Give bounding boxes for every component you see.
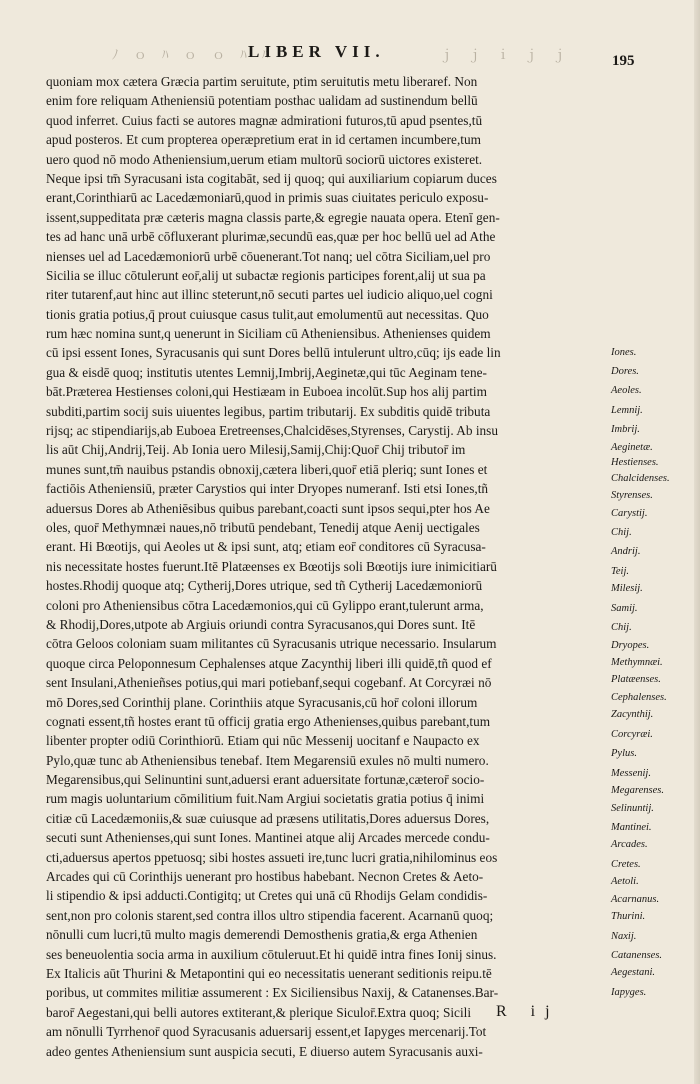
text-line: Megarensibus,qui Selinuntini sunt,aduersi erant aduersitate fortunæ,cæteror̄ socio- <box>46 772 485 788</box>
text-line: Neque ipsi tm̄ Syracusani ista cogitabāt, sed ij quoq; qui auxiliarium copiarum duces <box>46 170 497 186</box>
marginal-note: Messenij. <box>611 767 651 779</box>
text-line: oles, quor̄ Methymnæi naues,nō tributū pendebant, Tenedij atque Aenij uectigales <box>46 519 480 535</box>
marginal-note: Arcades. <box>611 839 648 851</box>
text-line: gua & eisdē quoq; institutis utentes Lemnij,Imbrij,Aeginetæ,qui tūc Aeginam tene- <box>46 364 487 380</box>
marginal-note: Acarnanus. <box>611 893 660 905</box>
text-line: rijsq; ac stipendiarijs,ab Euboea Eretreenses,Chalcidēses,Styrenses, Carystij. Ab insu <box>46 423 498 439</box>
marginal-note: Aegestani. <box>611 967 656 979</box>
marginal-note: Iones. <box>611 346 637 358</box>
marginal-note: Iapyges. <box>611 986 647 998</box>
text-line: Ex Italicis aūt Thurini & Metapontini qui eo necessitatis uenerant seditionis reipu.tē <box>46 965 492 981</box>
text-line: aduersus Dores ab Atheniēsibus quibus parebant,coacti sunt ipsos sequi,pter hos Ae <box>46 500 490 516</box>
text-line: sent Insulani,Athenieñses potius,qui mari potiebanf,sequi cogebanf. At Corcyræi nō <box>46 675 492 691</box>
text-line: libenter propter odiū Corinthiorū. Etiam qui nūc Messenij uocitanf e Naupacto ex <box>46 733 480 749</box>
text-line: quoniam mox cætera Græcia partim seruitute, ptim seruitutis metu liberaref. Non <box>46 74 478 89</box>
marginal-note: Mantinei. <box>611 821 652 833</box>
text-line: Pylo,quæ tunc ab Atheniensibus tenebaf. Item Megarensiū exules nō multi numero. <box>46 752 489 768</box>
marginal-note: Selinuntij. <box>611 802 654 814</box>
marginal-note: Naxij. <box>611 930 637 942</box>
text-line: enim fore reliquam Atheniensiū potentiam posthac ualidam ad sustinendum bellū <box>46 93 478 109</box>
text-line: cōtra Geloos coloniam suam militantes cū Syracusanis utrique necessario. Insularum <box>46 636 497 652</box>
text-line: rum magis uoluntarium cōmilitium fuit.Nam Argiui societatis gratia potius q̄ inimi <box>46 791 485 807</box>
marginal-note: Zacynthij. <box>611 709 654 721</box>
marginal-note: Andrij. <box>611 546 641 558</box>
running-head: LIBER VII. <box>248 42 385 61</box>
marginal-note: Platæenses. <box>611 674 661 686</box>
page-edge-shadow <box>694 0 700 1084</box>
text-line: erant. Hi Bœotijs, qui Aeoles ut & ipsi sunt, atq; etiam eor̄ conditores cū Syracusa- <box>46 539 486 555</box>
marginal-note: Chij. <box>611 527 632 539</box>
text-line: tionis gratia potius,q̄ prout cuiusque casus tulit,aut emolumentū aut necessitas. Quo <box>46 306 489 322</box>
text-line: bāt.Præterea Hestienses coloni,qui Hestiæam in Euboea incolūt.Sup hos alij partim <box>46 384 487 400</box>
text-line: Sicilia se illuc cōtulerunt eor̄,alij ut subactæ regionis participes forent,alij ut sua pa <box>46 267 486 283</box>
text-line: am nōnulli Tyrrhenor̄ quod Syracusanis aduersarij essent,et Iapyges mercenarij.Tot <box>46 1024 487 1040</box>
text-line: quoque circa Peloponnesum Cephalenses atque Zacynthij liberi illi quidē,tñ quod ef <box>46 655 492 671</box>
text-line: munes sunt,tm̄ nauibus pstandis obnoxij,cætera liberi,quor̄ etiā pleriq; sunt Iones et <box>46 461 488 477</box>
text-line: cognati essent,tñ hostes erant tū officij gratia ergo Athenienses,quibus parebant,tum <box>46 713 491 729</box>
text-line: nōnulli cum lucri,tū multo magis demerendi Demosthenis gratia,& erga Athenien <box>46 927 478 943</box>
text-line: nienses uel ad Lacedæmoniorū urbē cōuenerant.Tot nanq; uel cōtra Siciliam,uel pro <box>46 248 491 264</box>
page-number: 195 <box>612 53 635 69</box>
main-text-block <box>46 72 606 1061</box>
text-line: subditi,partim socij suis uiuentes legibus, partim tributarij. Ex subditis quidē tributa <box>46 403 491 419</box>
text-line: uero quod nō modo Atheniensium,uerum etiam multorū sociorū uictores existeret. <box>46 151 483 167</box>
marginal-note: Samij. <box>611 602 638 614</box>
text-line: hostes.Rhodij quoque atq; Cytherij,Dores utrique, sed tñ Cytherij Lacedæmoniorū <box>46 578 483 594</box>
text-line: Arcades qui cū Corinthijs uenerant pro hostibus habebant. Necnon Cretes & Aeto- <box>46 869 484 885</box>
marginal-note: Aeoles. <box>611 385 642 397</box>
marginal-note: Chalcidenses. <box>611 472 670 484</box>
marginal-note: Carystij. <box>611 507 648 519</box>
marginal-note: Teij. <box>611 565 629 577</box>
text-line: cti,aduersus apertos ppetuosq; sibi hostes assueti ire,tunc lucri gratia,nihilominus eos <box>46 849 498 865</box>
marginal-note: Methymnæi. <box>611 657 663 668</box>
text-line: riter tutarenf,aut hinc aut illinc steterunt,nō secuti partes uel iudicio aliquo,uel cogni <box>46 287 493 303</box>
marginal-note: Pylus. <box>611 748 637 760</box>
marginal-note: Cephalenses. <box>611 691 667 703</box>
marginal-note: Imbrij. <box>611 424 640 436</box>
text-line: baror̄ Aegestani,qui belli autores extiterant,& plerique Siculor̄.Extra quoq; Sicili <box>46 1004 472 1020</box>
marginal-note: Dryopes. <box>611 639 650 651</box>
text-line: quod inferret. Cuius facti se autores magnæ admirationi futuros,tū apud psentes,tū <box>46 112 483 128</box>
text-line: tes ad hanc unā urbē cōfluxerant plurimæ,secundū eas,quæ per hoc bellū uel ad Athe <box>46 229 496 245</box>
text-line: apud posteros. Et cum propterea operæpretium erat in id certamen incumbere,tum <box>46 132 481 148</box>
text-line: citiæ cū Lacedæmoniis,& suæ cuiusque ad præsens utilitatis,Dores aduersus Dores, <box>46 810 490 826</box>
header-ornament-left: ﾉ ｏ ﾊ ｏ ｏ ﾊ ﾊ <box>112 47 275 62</box>
text-line: & Rhodij,Dores,utpote ab Argiuis oriundi contra Syracusanos,qui Dores sunt. Itē <box>46 616 476 632</box>
marginal-note: Corcyræi. <box>611 728 653 740</box>
text-line: rum hæc nomina sunt,q uenerunt in Siciliam cū Atheniensibus. Athenienses quidem <box>46 326 491 342</box>
marginal-note: Catanenses. <box>611 949 663 961</box>
text-line: secuti sunt Athenienses,qui sunt Iones. Mantinei atque alij Arcades mercede condu- <box>46 830 490 846</box>
text-line: factiōis Atheniensiū, præter Carystios qui inter Dryopes numeranf. Isti etsi Iones,tñ <box>46 481 489 497</box>
text-line: coloni pro Atheniensibus cōtra Lacedæmonios,qui cū Gylippo erant,tulerunt arma, <box>46 597 484 613</box>
page-header <box>0 38 700 68</box>
marginal-note: Styrenses. <box>611 490 653 502</box>
text-line: adeo gentes Atheniensium sunt auspicia secuti, E diuerso autem Syracusanis auxi- <box>46 1043 483 1059</box>
text-line: cū ipsi essent Iones, Syracusanis qui sunt Dores bellū intulerunt ultro,cūq; ijs eade lin <box>46 345 501 361</box>
text-line: erant,Corinthiarū ac Lacedæmoniarū,quod in primis suas ciuitates periculo exposu- <box>46 190 489 206</box>
marginal-note: Dores. <box>611 366 639 377</box>
marginal-note: Lemnij. <box>611 404 643 416</box>
header-ornament-right: ｊ ｊ ｉ ｊ ｊ <box>440 47 573 62</box>
marginal-note: Aeginetæ. <box>611 441 653 453</box>
marginal-note: Chij. <box>611 622 632 634</box>
marginal-note: Megarenses. <box>611 785 664 797</box>
signature-mark: R ij <box>496 1003 560 1020</box>
text-line: sent,non pro colonis starent,sed contra illos ultro stipendia facerent. Acarnanū quoq; <box>46 907 494 923</box>
marginal-note: Cretes. <box>611 858 641 870</box>
text-line: ses beneuolentia socia arma in auxilium cōtuleruut.Et hi quidē intra fines Ionij sinus. <box>46 946 497 962</box>
text-line: mō Dores,sed Corinthij plane. Corinthiis atque Syracusanis,cū hor̄ coloni illorum <box>46 694 478 710</box>
text-line: lis aūt Chij,Andrij,Teij. Ab Ionia uero Milesij,Samij,Chij:Quor̄ Chij tributor̄ im <box>46 442 466 458</box>
marginal-note: Thurini. <box>611 911 646 923</box>
text-line: issent,suppeditata præ cæteris magna classis parte,& egregie nauata opera. Etenī gen- <box>46 209 500 225</box>
text-line: nis necessitate hostes fuerunt.Itē Platæenses ex Bœotijs soli Bœotijs iure inimicitiarū <box>46 558 497 574</box>
text-line: poribus, ut commites militiæ assumerent : Ex Siciliensibus Naxij, & Catanenses.Bar- <box>46 985 499 1001</box>
text-line: li stipendio & ipsi adducti.Contigitq; ut Cretes qui unā cū Rhodijs Gelam condidis- <box>46 888 488 904</box>
marginal-note: Hestienses. <box>611 457 659 469</box>
marginal-note: Milesij. <box>611 583 643 595</box>
marginal-note: Aetoli. <box>611 876 639 888</box>
